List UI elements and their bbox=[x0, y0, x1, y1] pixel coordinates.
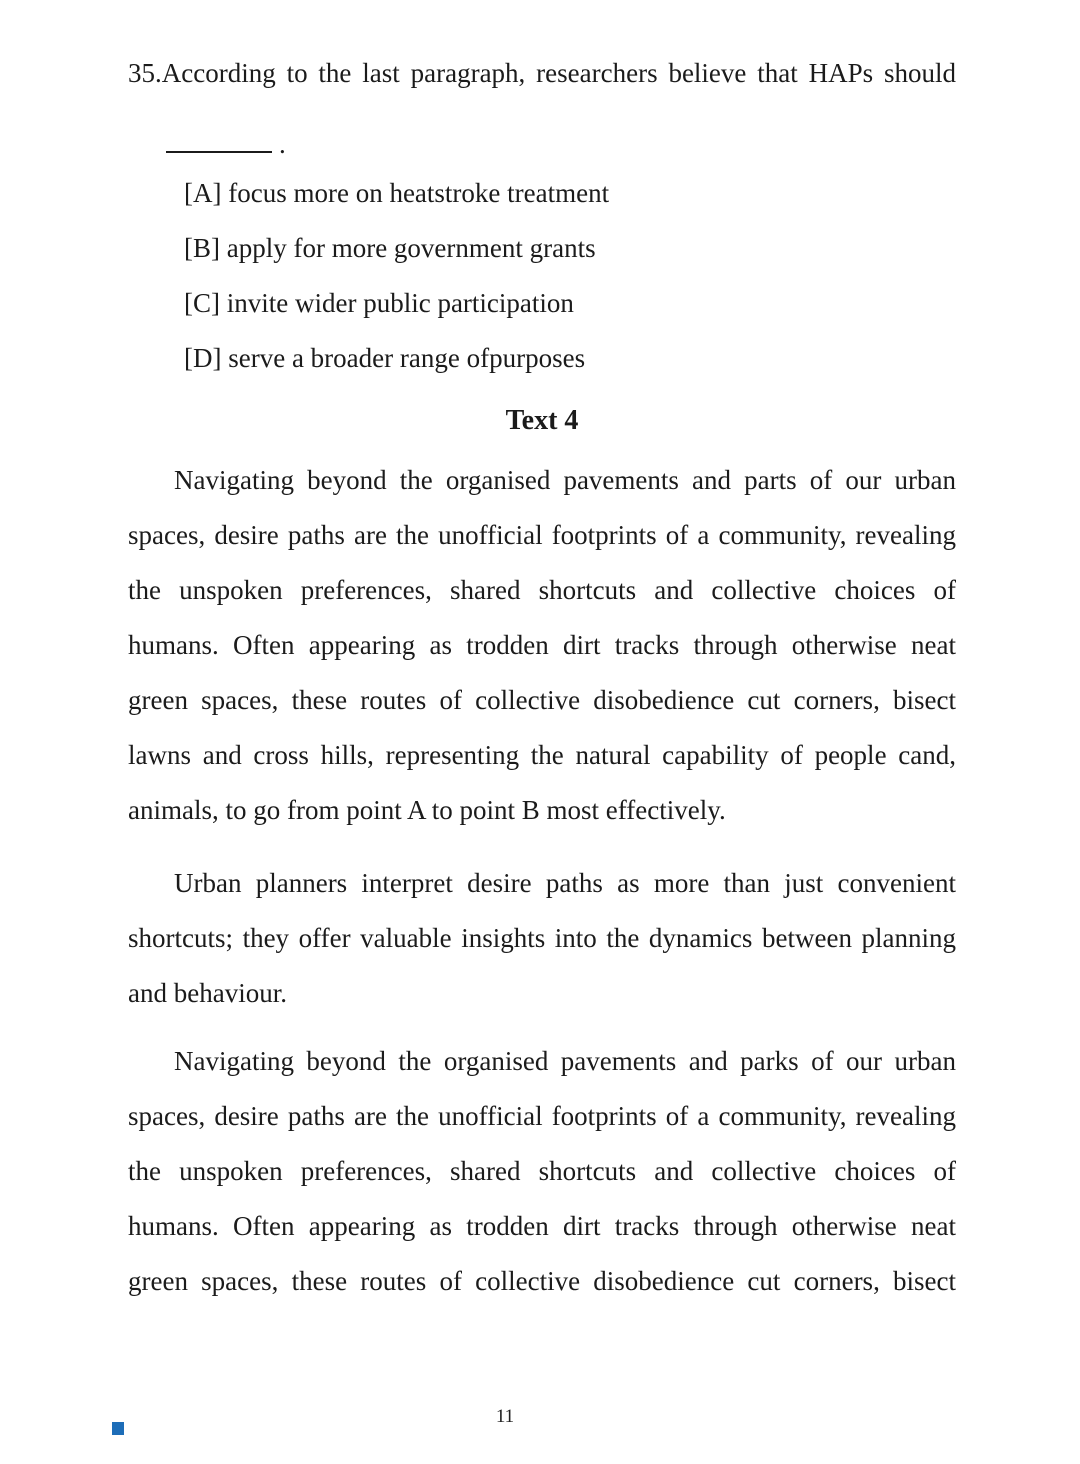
paragraph-line: and behaviour. bbox=[128, 978, 287, 1008]
footer-marker-square-icon bbox=[112, 1422, 124, 1435]
paragraph-line: Navigating beyond the organised pavements and parts of our urban bbox=[174, 465, 956, 495]
text4-paragraph-2 bbox=[128, 856, 956, 1021]
paragraph-line: shortcuts; they offer valuable insights into the dynamics between planning bbox=[128, 923, 956, 953]
blank-period: . bbox=[279, 129, 286, 159]
option-b: [B] apply for more government grants bbox=[184, 233, 596, 263]
paragraph-line: the unspoken preferences, shared shortcuts and collective choices of bbox=[128, 575, 956, 605]
page-number: 11 bbox=[495, 1406, 515, 1427]
question-options bbox=[128, 166, 956, 386]
paragraph-line: humans. Often appearing as trodden dirt tracks through otherwise neat bbox=[128, 1211, 956, 1241]
option-d: [D] serve a broader range ofpurposes bbox=[184, 343, 586, 373]
paragraph-line: spaces, desire paths are the unofficial footprints of a community, revealing bbox=[128, 520, 956, 550]
text4-paragraph-3 bbox=[128, 1034, 956, 1309]
paragraph-line: Navigating beyond the organised pavements and parks of our urban bbox=[174, 1046, 956, 1076]
question-stem: 35.According to the last paragraph, researchers believe that HAPs should bbox=[128, 58, 956, 88]
paragraph-line: spaces, desire paths are the unofficial footprints of a community, revealing bbox=[128, 1101, 956, 1131]
option-a: [A] focus more on heatstroke treatment bbox=[184, 178, 610, 208]
paragraph-line: lawns and cross hills, representing the natural capability of people cand, bbox=[128, 740, 956, 770]
paragraph-line: green spaces, these routes of collective disobedience cut corners, bisect bbox=[128, 685, 956, 715]
option-c: [C] invite wider public participation bbox=[184, 288, 574, 318]
paragraph-line: animals, to go from point A to point B most effectively. bbox=[128, 795, 726, 825]
paragraph-line: Urban planners interpret desire paths as more than just convenient bbox=[174, 868, 956, 898]
paragraph-line: humans. Often appearing as trodden dirt tracks through otherwise neat bbox=[128, 630, 956, 660]
text4-paragraph-1 bbox=[128, 453, 956, 838]
text4-heading: Text 4 bbox=[505, 405, 579, 436]
answer-blank-underline bbox=[166, 127, 272, 153]
paragraph-line: green spaces, these routes of collective disobedience cut corners, bisect bbox=[128, 1266, 956, 1296]
paragraph-line: the unspoken preferences, shared shortcuts and collective choices of bbox=[128, 1156, 956, 1186]
question-blank-row bbox=[128, 127, 956, 159]
